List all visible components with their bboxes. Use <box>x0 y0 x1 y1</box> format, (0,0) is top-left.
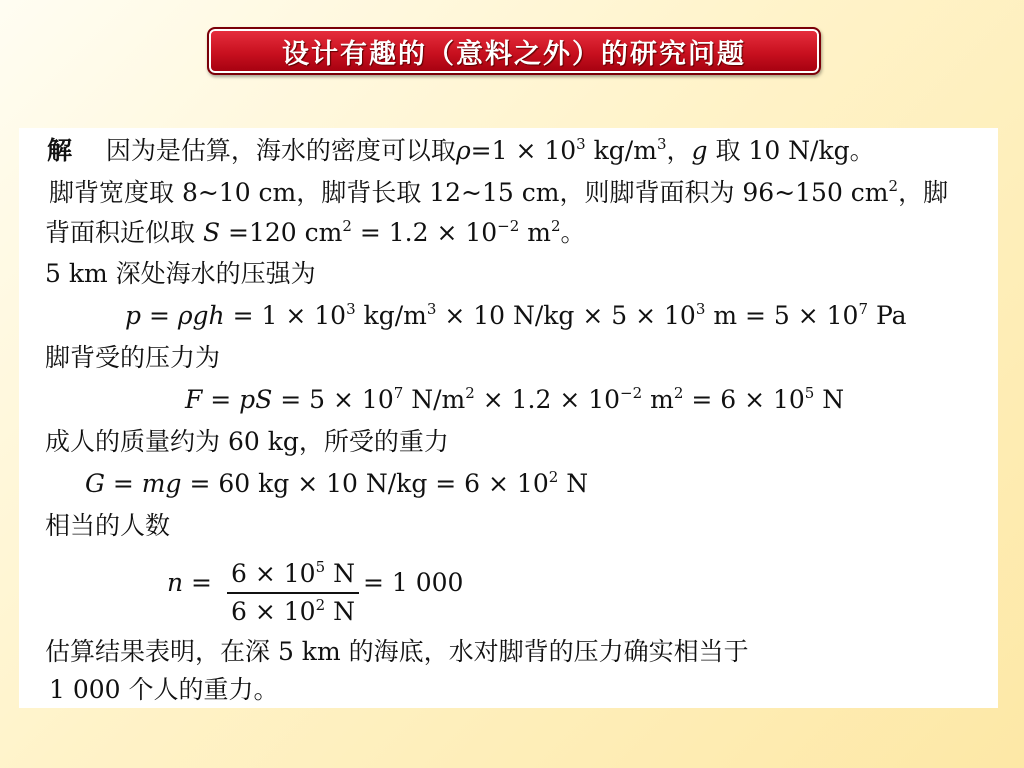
fraction-bar <box>227 592 359 594</box>
solution-line-9: 1 000 个人的重力。 <box>49 675 279 704</box>
slide-title-banner <box>207 27 821 75</box>
solution-line-8: 估算结果表明，在深 5 km 的海底，水对脚背的压力确实相当于 <box>45 637 749 666</box>
gravity-equation: G = mg = 60 kg × 10 $N/kg = 6 \times 10^2$ N <box>85 468 589 498</box>
solution-line-5: 脚背受的压力为 <box>45 343 221 372</box>
pressure-equation: $p = \rho gh = 1 \times 10^3$ $kg/m^3 \times 10$ $N/kg \times 5 \times 10^3$ $m = 5 \times 10^7$ Pa <box>125 300 907 330</box>
solution-panel <box>19 128 998 708</box>
solution-line-3: 背面积近似取 S =120 $cm^2 = 1.2 \times 10^{-2}$ $m^2$。 <box>45 217 586 247</box>
count-equation-rhs: = 1 000 <box>363 568 464 597</box>
count-equation-lhs: n = <box>167 568 212 597</box>
slide-title: 设计有趣的（意料之外）的研究问题 <box>282 38 746 70</box>
solution-line-2: 脚背宽度取 8~10 cm，脚背长取 12~15 cm，则脚背面积为 96~150 $cm^2$，脚 <box>49 177 949 207</box>
solution-line-1: 解 因为是估算，海水的密度可以取$\rho=1 \times 10^3$ $kg/m^3$，g 取 10 N/kg。 <box>47 135 875 165</box>
fraction-numerator: $6 \times 10^5$ N <box>231 558 355 588</box>
solution-line-7: 相当的人数 <box>45 511 171 540</box>
count-fraction <box>227 558 359 628</box>
solution-line-4: 5 km 深处海水的压强为 <box>45 259 316 288</box>
solution-label: 解 <box>47 136 73 165</box>
solution-line-6: 成人的质量约为 60 kg，所受的重力 <box>45 427 449 456</box>
force-equation: F = pS = $5 \times 10^7$ $N/m^2 \times 1.2 \times 10^{-2}$ $m^2 = 6 \times 10^5$ N <box>185 384 845 414</box>
fraction-denominator: $6 \times 10^2$ N <box>231 596 355 626</box>
